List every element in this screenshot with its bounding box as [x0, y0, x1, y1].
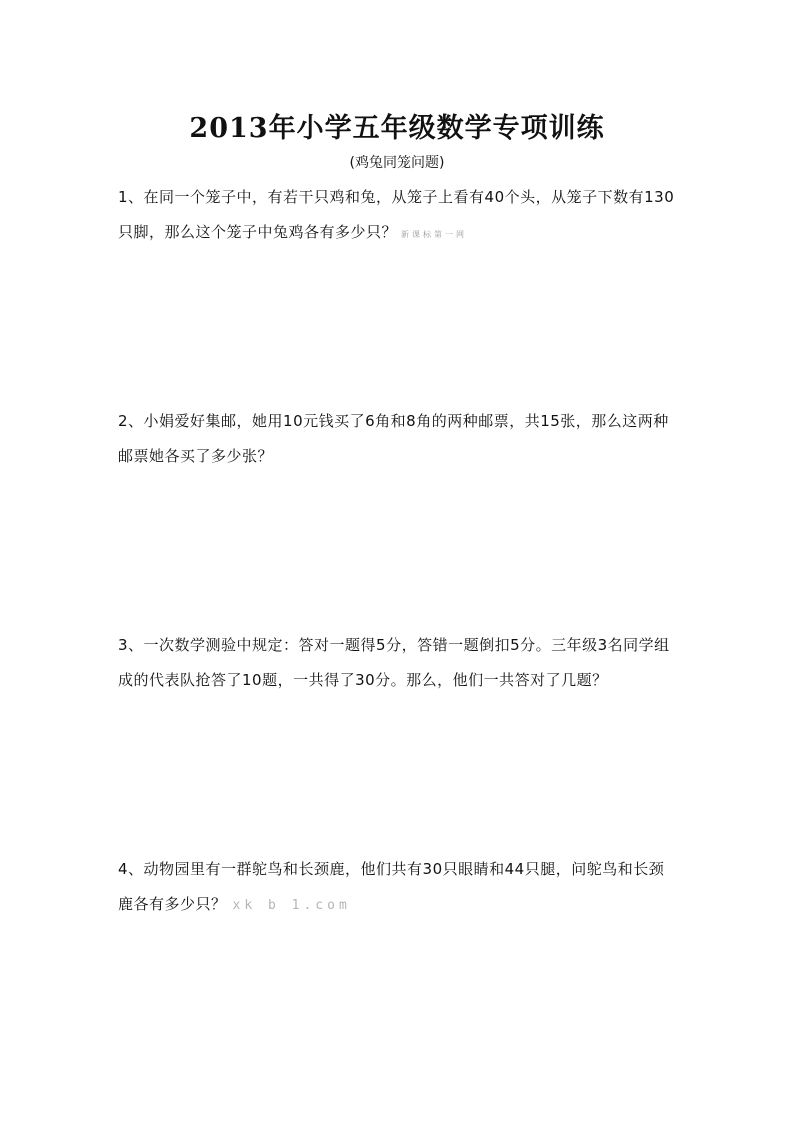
page-title: 2013年小学五年级数学专项训练: [189, 113, 605, 144]
question-text: 4、动物园里有一群鸵鸟和长颈鹿，他们共有30只眼睛和44只腿，问鸵鸟和长颈鹿各有多少只？: [118, 860, 665, 913]
question-4: [118, 852, 678, 923]
question-3: [118, 628, 678, 698]
question-text: 3、一次数学测验中规定：答对一题得5分，答错一题倒扣5分。三年级3名同学组成的代表队抢答了10题，一共得了30分。那么，他们一共答对了几题？: [118, 636, 670, 689]
question-2: [118, 404, 678, 474]
question-text: 2、小娟爱好集邮，她用10元钱买了6角和8角的两种邮票，共15张，那么这两种邮票她各买了多少张？: [118, 412, 669, 465]
page-subtitle: (鸡兔同笼问题): [349, 155, 445, 171]
question-text: 1、在同一个笼子中，有若干只鸡和兔，从笼子上看有40个头，从笼子下数有130只脚，那么这个笼子中兔鸡各有多少只？: [118, 188, 675, 241]
watermark-text: 新课标第一网: [401, 230, 468, 239]
question-1: [118, 180, 678, 252]
watermark-text: xk b 1.com: [232, 898, 351, 913]
